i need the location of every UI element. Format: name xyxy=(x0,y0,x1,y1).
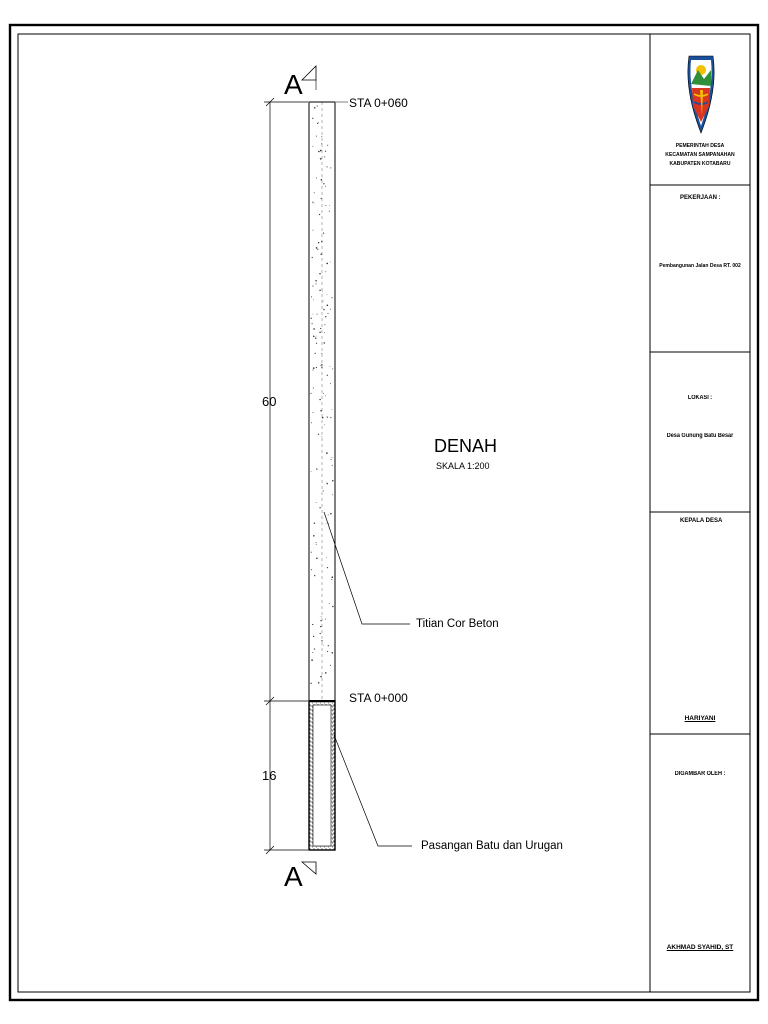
pekerjaan-label: PEKERJAAN : xyxy=(680,195,721,201)
concrete-speckle xyxy=(325,205,326,206)
concrete-speckle xyxy=(321,436,322,437)
concrete-speckle xyxy=(332,465,333,466)
drawing-scale: SKALA 1:200 xyxy=(436,461,490,471)
title-block xyxy=(650,34,750,992)
concrete-speckle xyxy=(325,396,326,397)
concrete-speckle xyxy=(320,633,321,634)
concrete-speckle xyxy=(325,151,326,152)
concrete-speckle xyxy=(325,672,327,674)
concrete-speckle xyxy=(317,249,318,250)
concrete-speckle xyxy=(330,459,331,460)
concrete-speckle xyxy=(314,192,315,193)
agency-line-2: KECAMATAN SAMPANAHAN xyxy=(665,152,735,158)
concrete-speckle xyxy=(314,575,315,576)
concrete-speckle xyxy=(317,105,318,106)
station-start-label: STA 0+000 xyxy=(349,691,408,705)
concrete-speckle xyxy=(316,336,317,337)
concrete-speckle xyxy=(330,262,331,263)
kepala-desa-label: KEPALA DESA xyxy=(680,518,723,524)
concrete-speckle xyxy=(329,205,330,206)
concrete-speckle xyxy=(321,353,322,354)
concrete-speckle xyxy=(319,331,321,333)
concrete-speckle xyxy=(321,640,322,641)
concrete-speckle xyxy=(314,523,315,524)
concrete-speckle xyxy=(312,257,313,258)
concrete-speckle xyxy=(323,490,324,491)
concrete-speckle xyxy=(324,156,325,157)
stone-masonry xyxy=(309,701,335,850)
concrete-speckle xyxy=(316,544,317,545)
concrete-speckle xyxy=(323,645,324,646)
concrete-speckle xyxy=(324,324,325,325)
concrete-speckle xyxy=(316,558,318,560)
leader-beton xyxy=(324,512,410,624)
agency-name xyxy=(655,142,745,169)
agency-line-3: KABUPATEN KOTABARU xyxy=(669,161,731,167)
concrete-speckle xyxy=(327,567,328,568)
concrete-speckle xyxy=(320,626,321,627)
concrete-speckle xyxy=(312,286,313,287)
concrete-speckle xyxy=(313,328,315,330)
concrete-speckle xyxy=(317,469,318,470)
outer-border xyxy=(10,25,758,1000)
concrete-speckle xyxy=(312,369,313,370)
concrete-speckle xyxy=(330,366,331,367)
concrete-speckle xyxy=(316,343,317,344)
concrete-speckle xyxy=(315,353,316,354)
concrete-speckle xyxy=(329,603,330,604)
concrete-speckle xyxy=(311,659,313,661)
concrete-speckle xyxy=(332,494,333,495)
concrete-speckle xyxy=(328,645,329,646)
concrete-speckle xyxy=(315,283,316,284)
concrete-speckle xyxy=(326,557,327,558)
concrete-speckle xyxy=(326,452,328,454)
section-marker-top xyxy=(284,66,316,100)
dimension-label-upper: 60 xyxy=(262,394,277,409)
concrete-speckle xyxy=(328,514,329,515)
concrete-speckle xyxy=(329,211,330,212)
section-marker-bottom xyxy=(284,861,316,892)
concrete-speckle xyxy=(322,417,324,419)
concrete-speckle xyxy=(326,523,327,524)
concrete-speckle xyxy=(321,136,322,137)
concrete-speckle xyxy=(330,417,331,418)
concrete-speckle xyxy=(313,314,314,315)
lokasi-label: LOKASI : xyxy=(687,395,713,401)
concrete-speckle xyxy=(319,507,320,508)
concrete-speckle xyxy=(320,158,322,160)
concrete-speckle xyxy=(331,297,332,298)
concrete-speckle xyxy=(332,606,333,607)
concrete-speckle xyxy=(316,247,318,249)
concrete-speckle xyxy=(327,294,328,295)
concrete-speckle xyxy=(313,535,315,537)
drawing-title: DENAH xyxy=(434,436,498,456)
concrete-speckle xyxy=(320,676,322,678)
concrete-speckle xyxy=(331,457,332,458)
concrete-speckle xyxy=(316,542,317,543)
concrete-speckle xyxy=(321,367,322,368)
concrete-speckle xyxy=(331,576,333,578)
concrete-speckle xyxy=(327,375,328,376)
concrete-speckle xyxy=(313,387,314,388)
concrete-speckle xyxy=(311,471,312,472)
concrete-speckle xyxy=(318,151,320,153)
concrete-speckle xyxy=(325,271,326,272)
concrete-speckle xyxy=(332,480,334,482)
concrete-speckle xyxy=(330,309,331,310)
pekerjaan-value: Pembangunan Jalan Desa RT. 002 xyxy=(659,263,741,269)
concrete-speckle xyxy=(321,241,322,242)
concrete-speckle xyxy=(312,652,313,653)
concrete-speckle xyxy=(312,118,313,119)
concrete-speckle xyxy=(315,280,317,282)
concrete-speckle xyxy=(312,202,313,203)
concrete-speckle xyxy=(316,468,317,469)
concrete-speckle xyxy=(321,364,323,366)
concrete-speckle xyxy=(319,290,321,292)
concrete-speckle xyxy=(323,393,324,394)
concrete-speckle xyxy=(314,203,315,204)
lokasi-value: Desa Gunung Batu Besar xyxy=(666,433,734,439)
concrete-speckle xyxy=(315,338,316,339)
concrete-speckle xyxy=(325,316,326,317)
station-end-label: STA 0+060 xyxy=(349,96,408,110)
svg-text:A: A xyxy=(284,861,303,892)
concrete-speckle xyxy=(323,309,324,310)
concrete-speckle xyxy=(313,636,314,637)
regency-emblem xyxy=(688,56,714,133)
concrete-speckle xyxy=(324,424,325,425)
concrete-deck xyxy=(309,102,335,701)
concrete-speckle xyxy=(330,513,332,515)
concrete-speckle xyxy=(321,616,322,617)
concrete-speckle xyxy=(324,332,325,333)
concrete-speckle xyxy=(314,648,315,649)
concrete-speckle xyxy=(332,652,334,654)
inner-border xyxy=(18,34,750,992)
dimension-line xyxy=(264,98,308,854)
concrete-speckle xyxy=(316,367,317,368)
digambar-label: DIGAMBAR OLEH : xyxy=(674,771,726,777)
concrete-speckle xyxy=(312,323,313,324)
concrete-speckle xyxy=(319,273,320,274)
concrete-speckle xyxy=(316,177,317,178)
concrete-speckle xyxy=(323,232,324,233)
dimension-label-lower: 16 xyxy=(262,768,277,783)
leader-batu xyxy=(334,735,412,846)
kepala-desa-name: HARIYANI xyxy=(684,715,716,722)
concrete-speckle xyxy=(327,416,328,417)
concrete-speckle xyxy=(327,651,328,652)
concrete-speckle xyxy=(322,291,323,292)
concrete-speckle xyxy=(330,665,331,666)
concrete-speckle xyxy=(331,579,332,580)
concrete-speckle xyxy=(312,624,313,625)
concrete-speckle xyxy=(310,683,311,684)
concrete-speckle xyxy=(320,254,321,255)
concrete-speckle xyxy=(318,682,320,684)
concrete-speckle xyxy=(311,569,312,570)
concrete-speckle xyxy=(312,230,313,231)
concrete-speckle xyxy=(317,123,318,124)
concrete-speckle xyxy=(321,143,322,144)
concrete-speckle xyxy=(310,393,311,394)
concrete-speckle xyxy=(320,150,322,152)
concrete-speckle xyxy=(313,367,315,369)
concrete-speckle xyxy=(326,304,328,306)
concrete-speckle xyxy=(312,146,313,147)
concrete-speckle xyxy=(313,299,314,300)
concrete-speckle xyxy=(330,167,331,168)
concrete-speckle xyxy=(318,434,319,435)
concrete-speckle xyxy=(319,214,320,215)
concrete-speckle xyxy=(316,136,317,137)
concrete-speckle xyxy=(324,342,325,343)
concrete-speckle xyxy=(316,502,317,503)
concrete-speckle xyxy=(311,318,312,319)
concrete-speckle xyxy=(313,412,314,413)
concrete-speckle xyxy=(320,365,321,366)
concrete-speckle xyxy=(323,183,324,184)
concrete-speckle xyxy=(318,242,319,243)
agency-line-1: PEMERINTAH DESA xyxy=(675,143,725,149)
concrete-speckle xyxy=(311,422,312,423)
concrete-speckle xyxy=(326,483,327,484)
concrete-speckle xyxy=(311,552,312,553)
concrete-speckle xyxy=(326,263,328,265)
concrete-speckle xyxy=(313,335,315,337)
concrete-speckle xyxy=(320,620,321,621)
concrete-speckle xyxy=(332,409,333,410)
svg-text:A: A xyxy=(284,69,303,100)
concrete-speckle xyxy=(314,107,316,109)
concrete-speckle xyxy=(325,619,326,620)
concrete-speckle xyxy=(311,296,312,297)
concrete-speckle xyxy=(326,166,327,167)
concrete-speckle xyxy=(325,186,326,187)
concrete-speckle xyxy=(327,313,328,314)
concrete-speckle xyxy=(320,410,322,412)
concrete-speckle xyxy=(332,368,333,369)
label-batu: Pasangan Batu dan Urugan xyxy=(421,840,563,852)
label-beton: Titian Cor Beton xyxy=(416,618,499,630)
concrete-speckle xyxy=(330,383,331,384)
concrete-speckle xyxy=(321,179,323,181)
concrete-speckle xyxy=(318,122,319,123)
concrete-speckle xyxy=(317,314,318,315)
concrete-speckle xyxy=(320,328,321,329)
concrete-speckle xyxy=(321,198,322,199)
concrete-speckle xyxy=(319,399,320,400)
digambar-name: AKHMAD SYAHID, ST xyxy=(666,944,734,951)
concrete-speckle xyxy=(327,145,328,146)
concrete-speckle xyxy=(323,300,324,301)
